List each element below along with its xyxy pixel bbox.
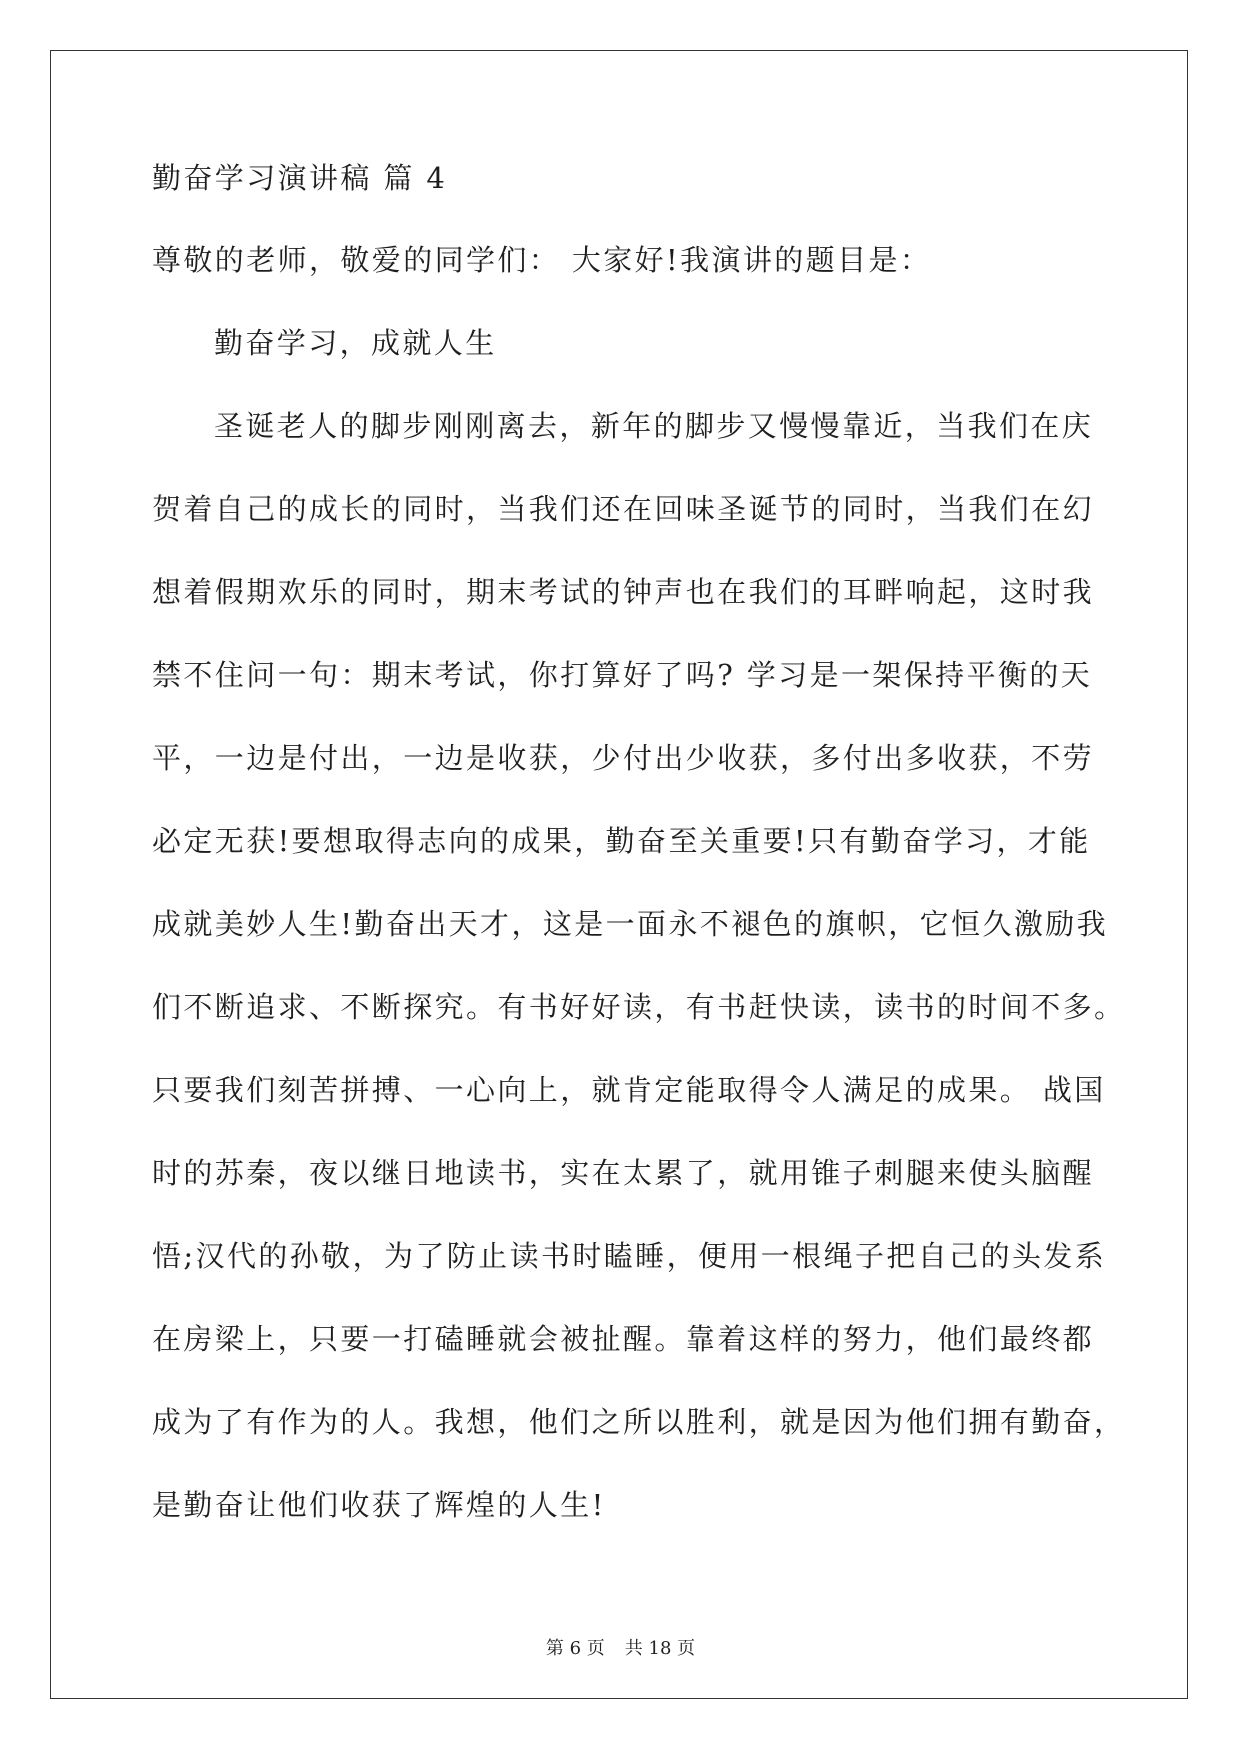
- document-title: 勤奋学习演讲稿 篇 4: [152, 161, 448, 195]
- body-line: 想着假期欢乐的同时，期末考试的钟声也在我们的耳畔响起，这时我: [152, 575, 1095, 609]
- body-line: 是勤奋让他们收获了辉煌的人生!: [152, 1488, 606, 1522]
- body-line: 时的苏秦，夜以继日地读书，实在太累了，就用锥子刺腿来使头脑醒: [152, 1156, 1095, 1190]
- body-line: 成就美妙人生!勤奋出天才，这是一面永不褪色的旗帜，它恒久激励我: [152, 907, 1109, 941]
- body-line: 只要我们刻苦拼搏、一心向上，就肯定能取得令人满足的成果。 战国: [152, 1073, 1106, 1107]
- page-number: 第 6 页: [545, 1638, 605, 1659]
- body-line: 贺着自己的成长的同时，当我们还在回味圣诞节的同时，当我们在幻: [152, 492, 1095, 526]
- page-footer: [0, 1637, 1241, 1661]
- page-border: [50, 50, 1188, 1699]
- body-line: 必定无获!要想取得志向的成果，勤奋至关重要!只有勤奋学习，才能: [152, 824, 1091, 858]
- page-total: 共 18 页: [624, 1638, 696, 1659]
- body-line: 悟;汉代的孙敬，为了防止读书时瞌睡，便用一根绳子把自己的头发系: [152, 1239, 1107, 1273]
- body-line: 禁不住问一句：期末考试，你打算好了吗? 学习是一架保持平衡的天: [152, 658, 1093, 692]
- body-line: 在房梁上，只要一打磕睡就会被扯醒。靠着这样的努力，他们最终都: [152, 1322, 1095, 1356]
- body-line: 们不断追求、不断探究。有书好好读，有书赶快读，读书的时间不多。: [152, 990, 1126, 1024]
- body-line: 圣诞老人的脚步刚刚离去，新年的脚步又慢慢靠近，当我们在庆: [214, 409, 1094, 443]
- speech-subtitle: 勤奋学习，成就人生: [214, 326, 497, 360]
- body-line: 成为了有作为的人。我想，他们之所以胜利，就是因为他们拥有勤奋，: [152, 1405, 1126, 1439]
- body-line: 平，一边是付出，一边是收获，少付出少收获，多付出多收获，不劳: [152, 741, 1095, 775]
- greeting-line: 尊敬的老师，敬爱的同学们： 大家好!我演讲的题目是：: [152, 243, 932, 277]
